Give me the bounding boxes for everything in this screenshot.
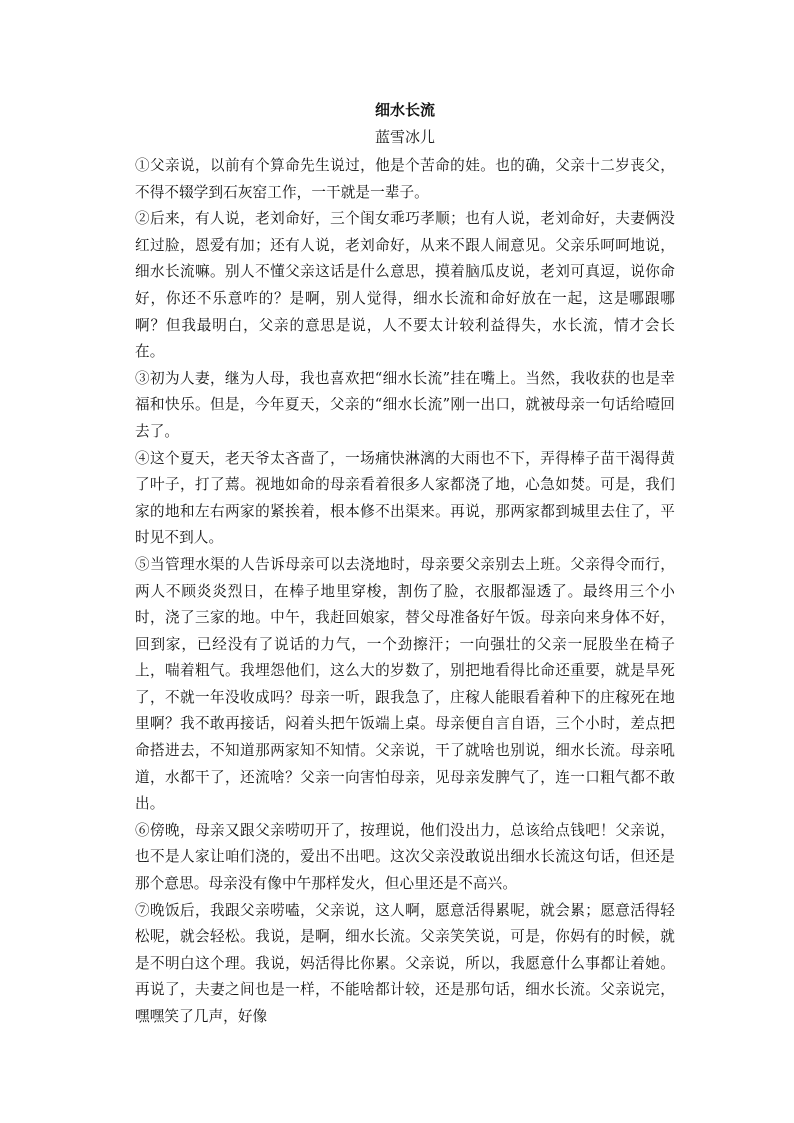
paragraph-5: ⑤当管理水渠的人告诉母亲可以去浇地时，母亲要父亲别去上班。父亲得令而行，两人不顾炎炎烈日，在棒子地里穿梭，割伤了脸，衣服都湿透了。最终用三个小时，浇了三家的地。中午，我赶回娘家，替父母准备好午饭。母亲向来身体不好，回到家，已经没有了说话的力气，一个劲擦汗；一向强壮的父亲一屁股坐在椅子上，喘着粗气。我埋怨他们，这么大的岁数了，别把地看得比命还重要，就是旱死了，不就一年没收成吗？母亲一听，跟我急了，庄稼人能眼看着种下的庄稼死在地里啊？我不敢再接话，闷着头把午饭端上桌。母亲便自言自语，三个小时，差点把命搭进去，不知道那两家知不知情。父亲说，干了就啥也别说，细水长流。母亲吼道，水都干了，还流啥？父亲一向害怕母亲，见母亲发脾气了，连一口粗气都不敢出。 <box>135 555 675 813</box>
article-title: 细水长流 <box>374 101 435 119</box>
paragraph-4: ④这个夏天，老天爷太吝啬了，一场痛快淋漓的大雨也不下，弄得棒子苗干渴得黄了叶子，打了蔫。视地如命的母亲看着很多人家都浇了地，心急如焚。可是，我们家的地和左右两家的紧挨着，根本修不出渠来。再说，那两家都到城里去住了，平时见不到人。 <box>135 449 675 547</box>
paragraph-1: ①父亲说，以前有个算命先生说过，他是个苦命的娃。也的确，父亲十二岁丧父，不得不辍学到石灰窑工作，一干就是一辈子。 <box>135 157 675 201</box>
paragraph-6: ⑥傍晚，母亲又跟父亲唠叨开了，按理说，他们没出力，总该给点钱吧！父亲说，也不是人家让咱们浇的，爱出不出吧。这次父亲没敢说出细水长流这句话，但还是那个意思。母亲没有像中午那样发火，但心里还是不高兴。 <box>135 821 675 893</box>
paragraph-3: ③初为人妻，继为人母，我也喜欢把“细水长流”挂在嘴上。当然，我收获的也是幸福和快乐。但是，今年夏天，父亲的“细水长流”刚一出口，就被母亲一句话给噎回去了。 <box>135 369 675 440</box>
paragraph-2: ②后来，有人说，老刘命好，三个闺女乖巧孝顺；也有人说，老刘命好，夫妻俩没红过脸，恩爱有加；还有人说，老刘命好，从来不跟人闹意见。父亲乐呵呵地说，细水长流嘛。别人不懂父亲这话是什么意思，摸着脑瓜皮说，老刘可真逗，说你命好，你还不乐意咋的？是啊，别人觉得，细水长流和命好放在一起，这是哪跟哪啊？但我最明白，父亲的意思是说，人不要太计较利益得失，水长流，情才会长在。 <box>135 210 675 361</box>
article-author: 蓝雪冰儿 <box>374 128 435 146</box>
paragraph-7: ⑦晚饭后，我跟父亲唠嗑，父亲说，这人啊，愿意活得累呢，就会累；愿意活得轻松呢，就会轻松。我说，是啊，细水长流。父亲笑笑说，可是，你妈有的时候，就是不明白这个理。我说，妈活得比你累。父亲说，所以，我愿意什么事都让着她。再说了，夫妻之间也是一样，不能啥都计较，还是那句话，细水长流。父亲说完，嘿嘿笑了几声，好像 <box>135 901 675 1025</box>
document-page <box>135 97 675 1031</box>
